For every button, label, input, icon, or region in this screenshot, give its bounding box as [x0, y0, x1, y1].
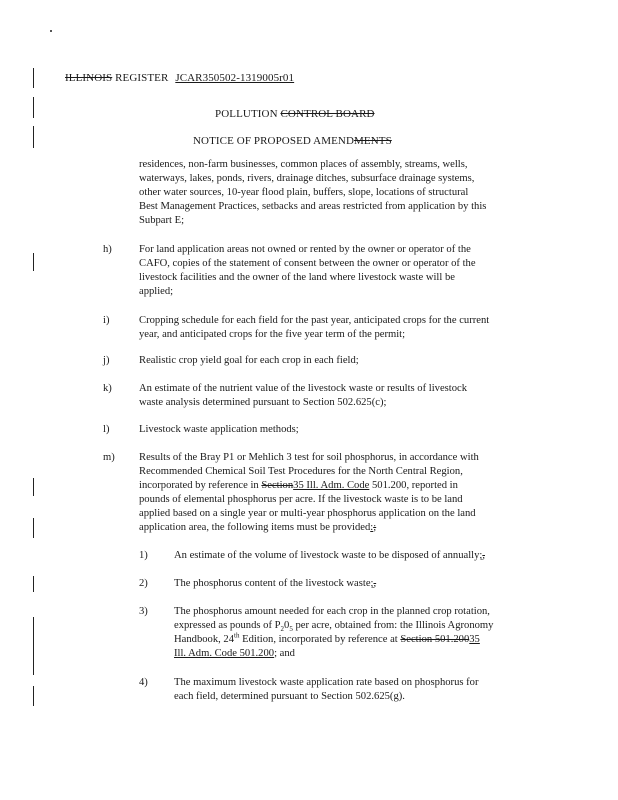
subitem-label-1: 1) — [139, 550, 148, 561]
revision-bar — [33, 478, 34, 496]
item-label-l: l) — [103, 424, 110, 435]
revision-bar — [33, 97, 34, 118]
register-header — [65, 71, 294, 85]
item-m-text: Results of the Bray P1 or Mehlich 3 test for soil phosphorus, in accordance with Recommended Chemical Soil Test Procedures for the North Central Region, incorporated by reference in Section35 Ill. Adm. Code 501.200, reported in pounds of elemental phosphorus per acre. If the livestock waste is to be land applied based on a single year or multi-year phosphorus application on the land application area, the following items must be provided:; — [139, 452, 479, 533]
register-code: JCAR350502-1319005r01 — [175, 72, 295, 84]
revision-bar — [33, 686, 34, 706]
item-l-text: Livestock waste application methods; — [139, 424, 299, 435]
subitem-1-text: An estimate of the volume of livestock waste to be disposed of annually;, — [174, 550, 485, 561]
item-j-text: Realistic crop yield goal for each crop in each field; — [139, 355, 359, 366]
item-label-k: k) — [103, 383, 112, 394]
revision-bar — [33, 617, 34, 675]
item-i-text: Cropping schedule for each field for the past year, anticipated crops for the current year, and anticipated crops for the five year term of the permit; — [139, 315, 490, 340]
subitem-3-text: The phosphorus amount needed for each crop in the planned crop rotation, expressed as pounds of $P_20_5$ per acre, obtained from: the Illinois Agronomy Handbook, 24th Edition, incorporated by reference at Section 501.20035 Ill. Adm. Code 501.200; and — [174, 606, 494, 659]
intro-paragraph: residences, non-farm businesses, common places of assembly, streams, wells, waterways, lakes, ponds, rivers, drainage ditches, subsurface drainage systems, other water sources, 10-year flood plain, buffers, slope, locations of structural Best Management Practices, setbacks and areas restricted from application by this Subpart E; — [139, 159, 487, 226]
subitem-2-text: The phosphorus content of the livestock waste;, — [174, 578, 377, 589]
subitem-label-2: 2) — [139, 578, 148, 589]
notice-title: NOTICE OF PROPOSED AMENDMENTS — [193, 135, 392, 147]
register-struck-text: ILLINOIS — [65, 72, 113, 84]
item-label-j: j) — [103, 355, 110, 366]
scan-mark — [50, 30, 52, 32]
item-label-h: h) — [103, 244, 112, 255]
subitem-label-4: 4) — [139, 677, 148, 688]
revision-bar — [33, 68, 34, 88]
item-label-m: m) — [103, 452, 115, 463]
subitem-label-3: 3) — [139, 606, 148, 617]
subitem-4-text: The maximum livestock waste application rate based on phosphorus for each field, determined pursuant to Section 502.625(g). — [174, 677, 479, 702]
revision-bar — [33, 518, 34, 538]
revision-bar — [33, 126, 34, 148]
revision-bar — [33, 253, 34, 271]
register-text: REGISTER — [112, 72, 169, 84]
item-h-text: For land application areas not owned or rented by the owner or operator of the CAFO, copies of the statement of consent between the owner or operator of the livestock facilities and the owner of the land where livestock waste will be applied; — [139, 244, 476, 297]
item-label-i: i) — [103, 315, 110, 326]
board-title: POLLUTION CONTROL BOARD — [215, 108, 375, 120]
revision-bar — [33, 576, 34, 592]
item-k-text: An estimate of the nutrient value of the livestock waste or results of livestock waste analysis determined pursuant to Section 502.625(c); — [139, 383, 468, 408]
